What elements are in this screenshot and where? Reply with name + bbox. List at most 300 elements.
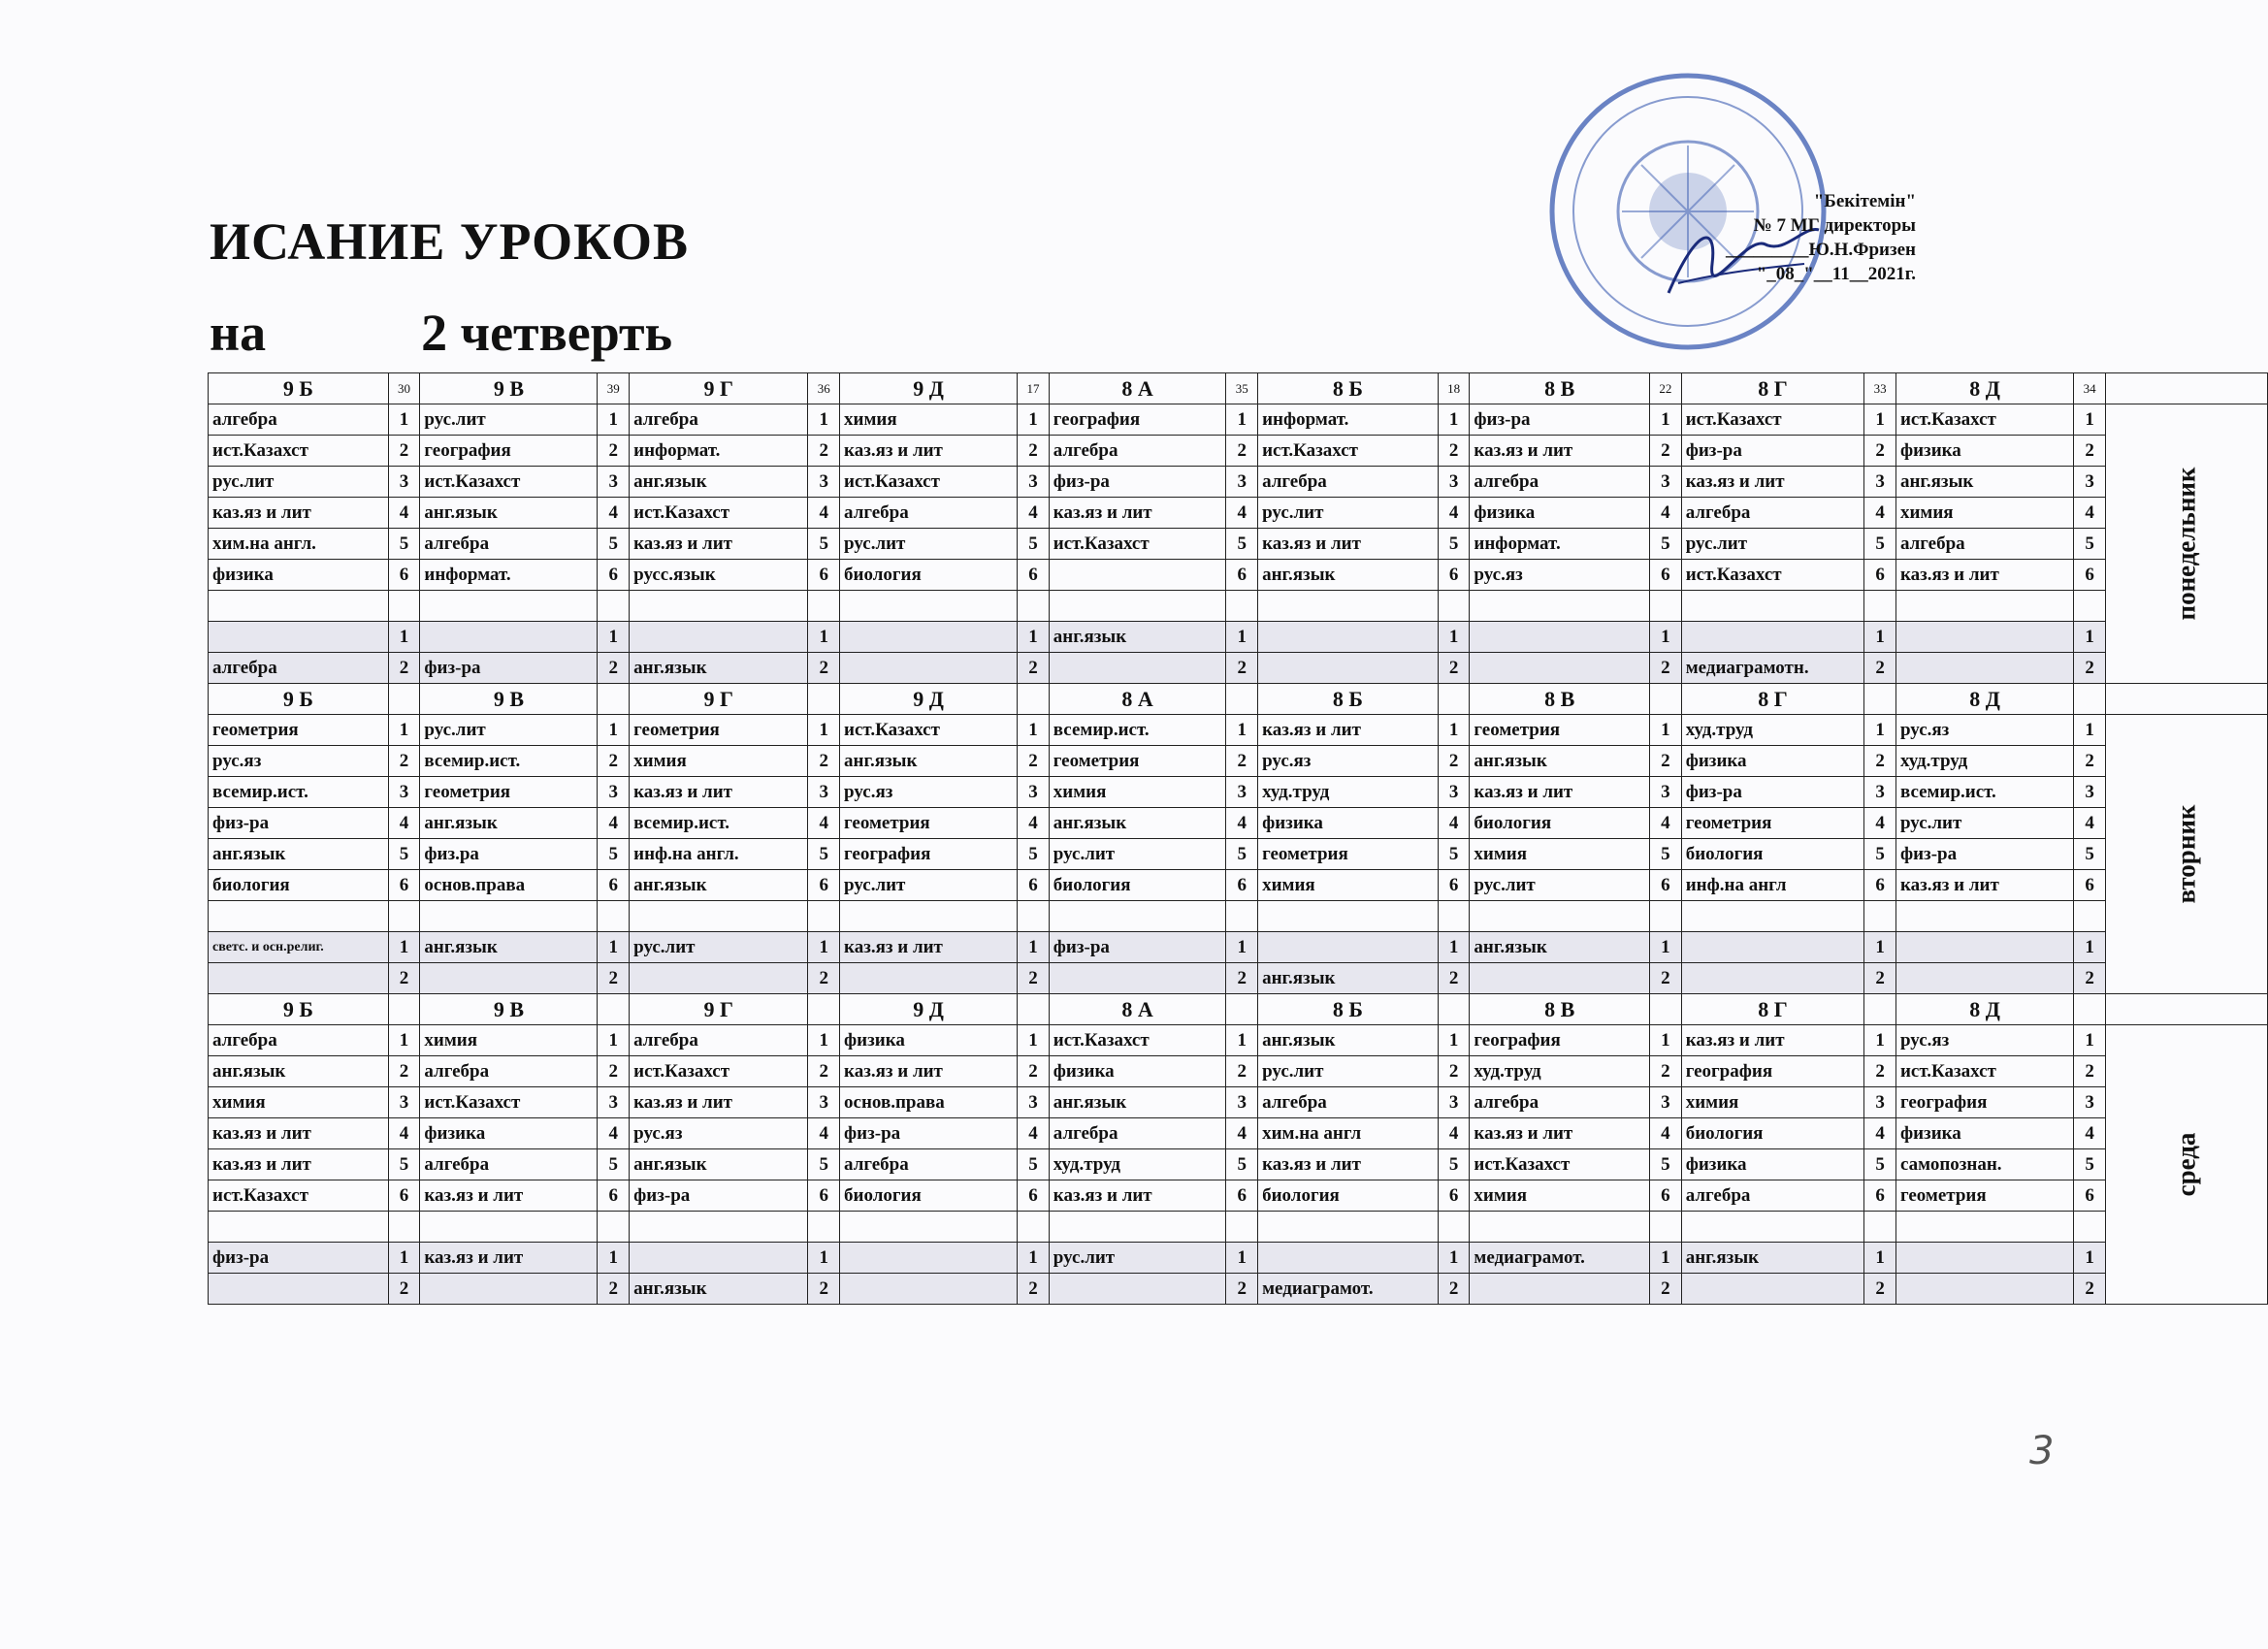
subject-cell: каз.яз и лит	[1470, 436, 1650, 467]
subject-cell: рус.лит	[420, 715, 598, 746]
lesson-number: 5	[1864, 839, 1896, 870]
table-row	[209, 467, 2268, 498]
lesson-number: 4	[2074, 808, 2106, 839]
lesson-number: 3	[598, 777, 630, 808]
lesson-number: 4	[598, 498, 630, 529]
subject-cell: каз.яз и лит	[1470, 1118, 1650, 1149]
lesson-number: 5	[1018, 839, 1050, 870]
subject-cell: химия	[630, 746, 808, 777]
table-row	[209, 498, 2268, 529]
lesson-number: 2	[808, 963, 840, 994]
extra-row	[209, 653, 2268, 684]
class-name: 9 Г	[630, 684, 808, 715]
lesson-number: 1	[598, 404, 630, 436]
lesson-number: 3	[2074, 777, 2106, 808]
subtitle-prefix: на	[210, 304, 267, 362]
lesson-number: 5	[598, 529, 630, 560]
lesson-number: 1	[808, 404, 840, 436]
subject-cell: биология	[1681, 1118, 1864, 1149]
empty-cell	[1681, 591, 1864, 622]
class-header-row	[209, 994, 2268, 1025]
subject-cell: худ.труд	[1681, 715, 1864, 746]
subject-cell: каз.яз и лит	[1258, 715, 1439, 746]
class-name: 9 Б	[209, 684, 389, 715]
empty-cell	[388, 1212, 420, 1243]
lesson-number: 2	[388, 963, 420, 994]
lesson-number: 5	[598, 839, 630, 870]
lesson-number: 1	[808, 622, 840, 653]
lesson-number: 2	[2074, 436, 2106, 467]
lesson-number: 6	[1226, 870, 1258, 901]
lesson-number: 5	[1864, 1149, 1896, 1180]
lesson-number: 2	[2074, 963, 2106, 994]
lesson-number: 3	[1438, 467, 1470, 498]
subject-cell	[1681, 963, 1864, 994]
lesson-number: 2	[598, 963, 630, 994]
lesson-number: 2	[598, 1056, 630, 1087]
lesson-number: 5	[808, 529, 840, 560]
subject-cell: биология	[1258, 1180, 1439, 1212]
subject-cell: хим.на англ.	[209, 529, 389, 560]
day-name: вторник	[2171, 804, 2201, 904]
subject-cell: физика	[209, 560, 389, 591]
lesson-number: 2	[1438, 436, 1470, 467]
lesson-number: 4	[1650, 808, 1682, 839]
room-number	[1650, 994, 1682, 1025]
subject-cell: каз.яз и лит	[630, 1087, 808, 1118]
empty-cell	[1864, 591, 1896, 622]
subject-cell: анг.язык	[1049, 1087, 1226, 1118]
lesson-number: 5	[1650, 1149, 1682, 1180]
table-row	[209, 1087, 2268, 1118]
lesson-number: 4	[1864, 1118, 1896, 1149]
approval-block	[1683, 189, 1916, 286]
subject-cell	[1895, 1243, 2073, 1274]
lesson-number: 6	[1864, 560, 1896, 591]
lesson-number: 4	[808, 1118, 840, 1149]
subject-cell: алгебра	[1681, 498, 1864, 529]
subject-cell: алгебра	[1681, 1180, 1864, 1212]
subject-cell: каз.яз и лит	[630, 529, 808, 560]
subject-cell: химия	[420, 1025, 598, 1056]
subject-cell: рус.лит	[840, 870, 1018, 901]
subject-cell	[1681, 932, 1864, 963]
lesson-number: 2	[1438, 1274, 1470, 1305]
subject-cell	[1895, 1274, 2073, 1305]
subject-cell: светс. и осн.религ.	[209, 932, 389, 963]
room-number	[1018, 994, 1050, 1025]
room-number	[808, 994, 840, 1025]
lesson-number: 5	[388, 839, 420, 870]
lesson-number: 1	[1018, 622, 1050, 653]
room-number: 22	[1650, 373, 1682, 404]
subject-cell: физ-ра	[1049, 932, 1226, 963]
lesson-number: 3	[388, 777, 420, 808]
subject-cell: каз.яз и лит	[1049, 1180, 1226, 1212]
lesson-number: 2	[1226, 436, 1258, 467]
empty-cell	[1226, 901, 1258, 932]
subject-cell: всемир.ист.	[1049, 715, 1226, 746]
subject-cell: рус.лит	[1049, 839, 1226, 870]
empty-cell	[1049, 901, 1226, 932]
lesson-number: 2	[388, 1056, 420, 1087]
spacer-row	[209, 591, 2268, 622]
lesson-number: 3	[808, 777, 840, 808]
lesson-number: 1	[1864, 1243, 1896, 1274]
empty-cell	[420, 901, 598, 932]
subject-cell: алгебра	[420, 529, 598, 560]
lesson-number: 2	[808, 436, 840, 467]
subject-cell	[630, 622, 808, 653]
lesson-number: 6	[1864, 1180, 1896, 1212]
class-name: 9 В	[420, 994, 598, 1025]
lesson-number: 1	[2074, 715, 2106, 746]
lesson-number: 3	[1438, 777, 1470, 808]
lesson-number: 2	[1226, 1274, 1258, 1305]
subject-cell: алгебра	[209, 653, 389, 684]
subject-cell: каз.яз и лит	[1681, 1025, 1864, 1056]
subject-cell: ист.Казахст	[1681, 404, 1864, 436]
lesson-number: 3	[598, 467, 630, 498]
subject-cell: химия	[1258, 870, 1439, 901]
table-row	[209, 870, 2268, 901]
lesson-number: 4	[1226, 808, 1258, 839]
subject-cell: худ.труд	[1470, 1056, 1650, 1087]
subject-cell: рус.лит	[209, 467, 389, 498]
subject-cell	[1470, 1274, 1650, 1305]
subject-cell	[1895, 653, 2073, 684]
lesson-number: 1	[598, 622, 630, 653]
lesson-number: 6	[1650, 870, 1682, 901]
class-name: 9 Г	[630, 373, 808, 404]
lesson-number: 5	[1438, 839, 1470, 870]
extra-row	[209, 622, 2268, 653]
table-row	[209, 436, 2268, 467]
subject-cell	[1470, 622, 1650, 653]
empty-cell	[209, 591, 389, 622]
subject-cell: ист.Казахст	[1049, 529, 1226, 560]
lesson-number: 6	[388, 870, 420, 901]
subject-cell	[1049, 963, 1226, 994]
subject-cell: всемир.ист.	[1895, 777, 2073, 808]
class-name: 8 Д	[1895, 994, 2073, 1025]
room-number: 18	[1438, 373, 1470, 404]
subject-cell: алгебра	[840, 498, 1018, 529]
class-name: 9 Д	[840, 373, 1018, 404]
header-spacer	[2105, 994, 2267, 1025]
subject-cell: всемир.ист.	[630, 808, 808, 839]
lesson-number: 1	[1864, 404, 1896, 436]
empty-cell	[2074, 901, 2106, 932]
subject-cell: всемир.ист.	[209, 777, 389, 808]
class-name: 8 А	[1049, 373, 1226, 404]
lesson-number: 2	[388, 746, 420, 777]
subject-cell: анг.язык	[630, 870, 808, 901]
empty-cell	[1895, 591, 2073, 622]
extra-row	[209, 963, 2268, 994]
subject-cell: физика	[420, 1118, 598, 1149]
class-name: 8 Г	[1681, 373, 1864, 404]
subject-cell: география	[1895, 1087, 2073, 1118]
class-name: 9 Б	[209, 373, 389, 404]
spacer-row	[209, 1212, 2268, 1243]
room-number: 30	[388, 373, 420, 404]
subject-cell: химия	[209, 1087, 389, 1118]
subject-cell	[840, 963, 1018, 994]
lesson-number: 2	[1018, 746, 1050, 777]
table-row	[209, 1056, 2268, 1087]
class-name: 8 Д	[1895, 684, 2073, 715]
subject-cell	[1258, 1243, 1439, 1274]
subject-cell: физ-ра	[1049, 467, 1226, 498]
lesson-number: 5	[2074, 529, 2106, 560]
subject-cell: ист.Казахст	[630, 498, 808, 529]
subject-cell: алгебра	[420, 1149, 598, 1180]
lesson-number: 5	[1018, 1149, 1050, 1180]
class-name: 9 Д	[840, 684, 1018, 715]
lesson-number: 5	[1438, 1149, 1470, 1180]
lesson-number: 1	[388, 622, 420, 653]
lesson-number: 4	[2074, 498, 2106, 529]
room-number: 33	[1864, 373, 1896, 404]
subject-cell: алгебра	[630, 404, 808, 436]
class-name: 8 Б	[1258, 684, 1439, 715]
lesson-number: 1	[598, 1243, 630, 1274]
lesson-number: 1	[1018, 1243, 1050, 1274]
lesson-number: 5	[1226, 839, 1258, 870]
lesson-number: 5	[2074, 1149, 2106, 1180]
lesson-number: 5	[1650, 839, 1682, 870]
subject-cell: физ-ра	[209, 1243, 389, 1274]
subject-cell: биология	[1049, 870, 1226, 901]
lesson-number: 6	[1864, 870, 1896, 901]
approval-line: "Бекітемін"	[1813, 191, 1916, 211]
subject-cell: геометрия	[1049, 746, 1226, 777]
lesson-number: 2	[1226, 963, 1258, 994]
day-label	[2105, 1025, 2267, 1305]
subject-cell: анг.язык	[209, 839, 389, 870]
subject-cell: физика	[1681, 1149, 1864, 1180]
subject-cell: геометрия	[1681, 808, 1864, 839]
room-number	[1650, 684, 1682, 715]
lesson-number: 1	[1864, 1025, 1896, 1056]
subject-cell: каз.яз и лит	[1049, 498, 1226, 529]
lesson-number: 6	[388, 1180, 420, 1212]
extra-row	[209, 1243, 2268, 1274]
class-name: 8 Б	[1258, 373, 1439, 404]
subject-cell: рус.яз	[1895, 715, 2073, 746]
subject-cell: анг.язык	[420, 808, 598, 839]
lesson-number: 3	[1018, 1087, 1050, 1118]
lesson-number: 5	[2074, 839, 2106, 870]
empty-cell	[388, 591, 420, 622]
subject-cell: инф.на англ	[1681, 870, 1864, 901]
lesson-number: 2	[388, 653, 420, 684]
subject-cell	[1470, 653, 1650, 684]
subject-cell: физика	[1258, 808, 1439, 839]
subject-cell: химия	[1470, 1180, 1650, 1212]
empty-cell	[420, 1212, 598, 1243]
empty-cell	[1226, 1212, 1258, 1243]
subject-cell: геометрия	[840, 808, 1018, 839]
lesson-number: 2	[388, 1274, 420, 1305]
empty-cell	[1470, 591, 1650, 622]
subject-cell	[1681, 1274, 1864, 1305]
class-name: 9 Д	[840, 994, 1018, 1025]
lesson-number: 1	[1018, 932, 1050, 963]
lesson-number: 3	[2074, 1087, 2106, 1118]
subject-cell: ист.Казахст	[1895, 404, 2073, 436]
subject-cell: анг.язык	[630, 653, 808, 684]
subject-cell: анг.язык	[630, 467, 808, 498]
subject-cell: ист.Казахст	[420, 1087, 598, 1118]
lesson-number: 2	[1864, 746, 1896, 777]
subject-cell: алгебра	[1049, 436, 1226, 467]
lesson-number: 3	[1650, 1087, 1682, 1118]
subject-cell	[420, 1274, 598, 1305]
lesson-number: 6	[1018, 560, 1050, 591]
class-name: 9 В	[420, 684, 598, 715]
empty-cell	[808, 901, 840, 932]
subject-cell	[1681, 622, 1864, 653]
empty-cell	[1650, 901, 1682, 932]
lesson-number: 2	[598, 1274, 630, 1305]
empty-cell	[1650, 1212, 1682, 1243]
room-number: 17	[1018, 373, 1050, 404]
table-row	[209, 560, 2268, 591]
empty-cell	[209, 1212, 389, 1243]
subject-cell: рус.лит	[1470, 870, 1650, 901]
empty-cell	[1438, 1212, 1470, 1243]
empty-cell	[840, 901, 1018, 932]
subject-cell: рус.лит	[1895, 808, 2073, 839]
room-number	[1226, 684, 1258, 715]
subject-cell: рус.яз	[1258, 746, 1439, 777]
subject-cell	[1049, 653, 1226, 684]
subject-cell: алгебра	[1049, 1118, 1226, 1149]
subject-cell	[630, 963, 808, 994]
lesson-number: 2	[1226, 653, 1258, 684]
subject-cell: ист.Казахст	[209, 436, 389, 467]
subject-cell: биология	[209, 870, 389, 901]
class-name: 8 Б	[1258, 994, 1439, 1025]
table-row	[209, 404, 2268, 436]
table-row	[209, 1025, 2268, 1056]
approval-line: "_08_"__11__2021г.	[1756, 264, 1916, 284]
subject-cell: каз.яз и лит	[420, 1243, 598, 1274]
class-header-row	[209, 373, 2268, 404]
table-row	[209, 1118, 2268, 1149]
subject-cell: химия	[1470, 839, 1650, 870]
lesson-number: 1	[388, 1025, 420, 1056]
lesson-number: 6	[1650, 560, 1682, 591]
page-title: ИСАНИЕ УРОКОВ	[210, 212, 689, 271]
lesson-number: 2	[1650, 653, 1682, 684]
lesson-number: 1	[1018, 1025, 1050, 1056]
extra-row	[209, 932, 2268, 963]
subject-cell: рус.лит	[1258, 1056, 1439, 1087]
lesson-number: 2	[1864, 1274, 1896, 1305]
lesson-number: 2	[1018, 1056, 1050, 1087]
lesson-number: 1	[2074, 932, 2106, 963]
subject-cell: геометрия	[1470, 715, 1650, 746]
lesson-number: 2	[1864, 436, 1896, 467]
lesson-number: 4	[1226, 1118, 1258, 1149]
lesson-number: 2	[808, 1274, 840, 1305]
lesson-number: 2	[1226, 746, 1258, 777]
lesson-number: 6	[1438, 560, 1470, 591]
lesson-number: 4	[1018, 1118, 1050, 1149]
lesson-number: 4	[598, 1118, 630, 1149]
lesson-number: 5	[1864, 529, 1896, 560]
lesson-number: 4	[1438, 1118, 1470, 1149]
lesson-number: 1	[1864, 715, 1896, 746]
lesson-number: 5	[1438, 529, 1470, 560]
empty-cell	[1681, 1212, 1864, 1243]
table-row	[209, 808, 2268, 839]
subject-cell: основ.права	[840, 1087, 1018, 1118]
room-number	[598, 684, 630, 715]
lesson-number: 2	[598, 746, 630, 777]
subject-cell: ист.Казахст	[209, 1180, 389, 1212]
lesson-number: 1	[808, 715, 840, 746]
lesson-number: 6	[1226, 560, 1258, 591]
subject-cell	[840, 653, 1018, 684]
subject-cell: химия	[1681, 1087, 1864, 1118]
header-spacer	[2105, 684, 2267, 715]
class-name: 8 В	[1470, 684, 1650, 715]
subject-cell: алгебра	[1470, 467, 1650, 498]
lesson-number: 1	[1864, 622, 1896, 653]
lesson-number: 2	[1864, 653, 1896, 684]
subject-cell: рус.яз	[630, 1118, 808, 1149]
class-name: 8 В	[1470, 994, 1650, 1025]
subject-cell	[1470, 963, 1650, 994]
room-number	[2074, 994, 2106, 1025]
empty-cell	[2074, 591, 2106, 622]
subject-cell: геометрия	[1258, 839, 1439, 870]
subject-cell: каз.яз и лит	[630, 777, 808, 808]
subject-cell: физика	[1049, 1056, 1226, 1087]
lesson-number: 1	[1438, 1025, 1470, 1056]
lesson-number: 4	[1864, 498, 1896, 529]
room-number	[1226, 994, 1258, 1025]
extra-row	[209, 1274, 2268, 1305]
lesson-number: 1	[1018, 404, 1050, 436]
empty-cell	[1681, 901, 1864, 932]
subject-cell: каз.яз и лит	[1895, 870, 2073, 901]
subject-cell: физика	[1681, 746, 1864, 777]
subject-cell: русс.язык	[630, 560, 808, 591]
empty-cell	[840, 1212, 1018, 1243]
lesson-number: 2	[1650, 963, 1682, 994]
lesson-number: 4	[1864, 808, 1896, 839]
lesson-number: 3	[1438, 1087, 1470, 1118]
subject-cell: рус.лит	[840, 529, 1018, 560]
subject-cell: каз.яз и лит	[209, 1118, 389, 1149]
lesson-number: 2	[1018, 963, 1050, 994]
subject-cell: химия	[840, 404, 1018, 436]
class-name: 8 Д	[1895, 373, 2073, 404]
lesson-number: 1	[1226, 1025, 1258, 1056]
subject-cell: физика	[1895, 436, 2073, 467]
room-number	[2074, 684, 2106, 715]
subject-cell: ист.Казахст	[1895, 1056, 2073, 1087]
subject-cell	[630, 1243, 808, 1274]
lesson-number: 6	[1018, 1180, 1050, 1212]
subject-cell: физика	[840, 1025, 1018, 1056]
lesson-number: 6	[808, 1180, 840, 1212]
